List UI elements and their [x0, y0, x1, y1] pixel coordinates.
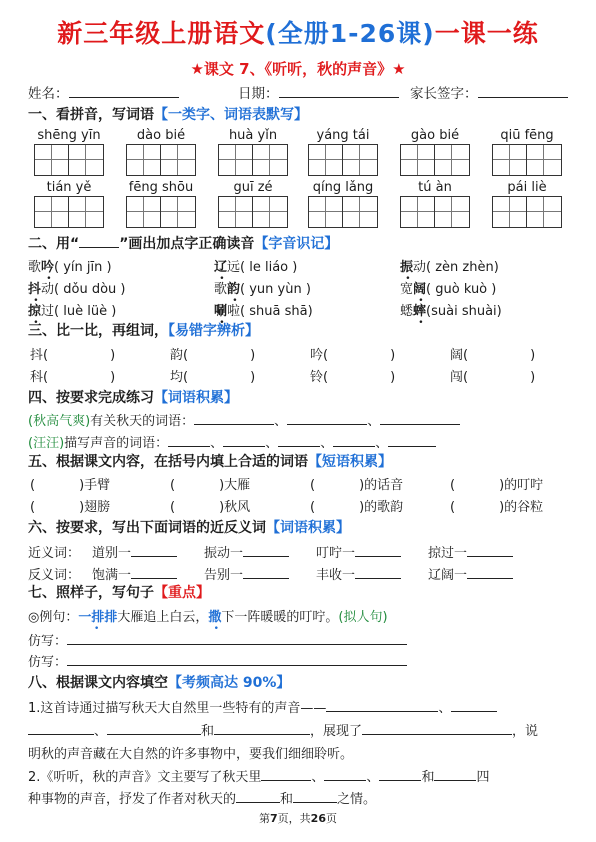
char: 抖: [28, 282, 42, 297]
answer-line[interactable]: [131, 566, 177, 579]
compare-item[interactable]: [310, 344, 395, 363]
title-main: 新三年级上册语文: [57, 19, 266, 48]
date-label: 日期：: [238, 86, 279, 102]
pronunciation-item[interactable]: [400, 278, 496, 297]
page-title: [0, 14, 596, 50]
pinyin-options[interactable]: ( yín jīn ): [54, 260, 112, 275]
answer-line[interactable]: [243, 544, 289, 557]
tianzige-cell[interactable]: [401, 197, 435, 227]
char-label: 吟(: [310, 348, 329, 363]
section-3-heading: 三、比一比，再组词，【易错字辨析】: [28, 323, 259, 339]
tianzige-cell[interactable]: [343, 197, 377, 227]
compare-item[interactable]: [170, 344, 255, 363]
phrase-text: 大雁: [224, 478, 251, 493]
row-label: 反义词：: [28, 568, 81, 583]
tianzige-box[interactable]: [400, 144, 470, 176]
word-pair[interactable]: [316, 564, 401, 583]
char-label: 科(: [30, 370, 49, 385]
word: 告别一: [204, 568, 244, 583]
example-sentence: ◎例句：一排排大雁追上白云，撒下一阵暖暖的叮咛。(拟人句): [28, 610, 388, 625]
word: 辽阔一: [428, 568, 468, 583]
close-paren: ): [390, 370, 396, 385]
tianzige-box[interactable]: [34, 196, 104, 228]
fill-q2-line1[interactable]: 2.《听听，秋的声音》文主要写了秋天里 、 、 和 四: [28, 770, 490, 785]
pronunciation-item[interactable]: [400, 300, 502, 319]
tianzige-box[interactable]: [218, 196, 288, 228]
phrase-item[interactable]: ( )的叮咛: [450, 478, 544, 493]
char: 宽: [400, 282, 414, 297]
char-label: 均(: [170, 370, 189, 385]
pinyin-options[interactable]: ( le liáo ): [240, 260, 298, 275]
lesson-subtitle: ★课文 7、《听听，秋的声音》★: [190, 60, 406, 78]
imitate-line-1[interactable]: 仿写：: [28, 630, 407, 649]
compare-item[interactable]: [170, 366, 255, 385]
close-paren: ): [250, 348, 256, 363]
char-label: 韵(: [170, 348, 189, 363]
tianzige-cell[interactable]: [435, 197, 469, 227]
row-label: 近义词：: [28, 546, 81, 561]
tianzige-cell[interactable]: [493, 197, 527, 227]
parent-sign-field[interactable]: [410, 82, 568, 102]
pronunciation-item[interactable]: [214, 300, 313, 319]
phrase-text: 的叮咛: [504, 478, 544, 493]
pinyin-label: pái liè: [507, 180, 547, 195]
phrase-item[interactable]: ( )手臂: [30, 478, 111, 493]
char: 掠: [28, 304, 42, 319]
date-field[interactable]: [238, 82, 399, 102]
section-4-heading: 四、按要求完成练习【词语积累】: [28, 390, 238, 406]
char: 吟: [41, 260, 55, 275]
compare-item[interactable]: [450, 344, 535, 363]
pinyin-label: huà yǐn: [228, 128, 278, 143]
compare-item[interactable]: [30, 344, 115, 363]
answer-line[interactable]: [243, 566, 289, 579]
compare-item[interactable]: [310, 366, 395, 385]
tianzige-box[interactable]: [400, 196, 470, 228]
char-label: 闯(: [450, 370, 469, 385]
tianzige-box[interactable]: [308, 196, 378, 228]
tianzige-cell[interactable]: [309, 145, 343, 175]
char-label: 阔(: [450, 348, 469, 363]
pronunciation-item[interactable]: [28, 256, 112, 275]
answer-line[interactable]: [131, 544, 177, 557]
pinyin-options[interactable]: ( shuā shā): [240, 304, 313, 319]
section-5-heading: 五、根据课文内容，在括号内填上合适的词语【短语积累】: [28, 454, 392, 470]
tianzige-cell[interactable]: [493, 145, 527, 175]
tianzige-cell[interactable]: [527, 145, 561, 175]
char: 蟀: [413, 304, 427, 319]
phrase-text: 秋风: [224, 500, 251, 515]
word-pair[interactable]: [204, 564, 289, 583]
tianzige-box[interactable]: [218, 144, 288, 176]
pronunciation-item[interactable]: [214, 278, 311, 297]
tianzige-box[interactable]: [126, 144, 196, 176]
word: 饱满一: [92, 568, 132, 583]
page-footer: 第7页，共26页: [259, 812, 337, 825]
tianzige-cell[interactable]: [253, 197, 287, 227]
answer-line[interactable]: [467, 566, 513, 579]
pinyin-label: gào bié: [410, 128, 460, 143]
tianzige-box[interactable]: [308, 144, 378, 176]
compare-item[interactable]: [450, 366, 535, 385]
char: 振: [400, 260, 414, 275]
char: 歌: [28, 260, 42, 275]
phrase-item[interactable]: ( )秋风: [170, 500, 251, 515]
tianzige-cell[interactable]: [127, 197, 161, 227]
pinyin-label: qíng lǎng: [312, 180, 374, 195]
pinyin-options[interactable]: ( guò kuò ): [426, 282, 497, 297]
pinyin-label: dào bié: [136, 128, 186, 143]
word: 丰收一: [316, 568, 356, 583]
word: 叮咛一: [316, 546, 356, 561]
fill-q1-line3: 明秋的声音藏在大自然的许多事物中，要我们细细聆听。: [28, 747, 354, 762]
tianzige-cell[interactable]: [253, 145, 287, 175]
pinyin-options[interactable]: ( zèn zhèn): [426, 260, 499, 275]
pronunciation-item[interactable]: [400, 256, 499, 275]
phrase-text: 翅膀: [84, 500, 111, 515]
title-range: (全册1-26课): [265, 19, 435, 48]
fill-q2-line2[interactable]: 种事物的声音，抒发了作者对秋天的 和 之情。: [28, 792, 377, 807]
char: 韵: [227, 282, 241, 297]
pinyin-label: tián yě: [46, 180, 92, 195]
word-pair[interactable]: [428, 542, 513, 561]
word-pair[interactable]: [204, 542, 289, 561]
char: 啦: [227, 304, 241, 319]
pinyin-label: fēng shōu: [128, 180, 194, 195]
close-paren: ): [250, 370, 256, 385]
close-paren: ): [110, 348, 116, 363]
word-pair[interactable]: [428, 564, 513, 583]
pinyin-options[interactable]: (suài shuài): [426, 304, 502, 319]
tianzige-cell[interactable]: [35, 197, 69, 227]
word: 振动一: [204, 546, 244, 561]
tianzige-cell[interactable]: [127, 145, 161, 175]
pinyin-options[interactable]: ( yun yùn ): [240, 282, 311, 297]
answer-line[interactable]: [355, 544, 401, 557]
char: 唰: [214, 304, 228, 319]
phrase-text: 的话音: [364, 478, 404, 493]
tianzige-cell[interactable]: [219, 145, 253, 175]
tianzige-box[interactable]: [126, 196, 196, 228]
close-paren: ): [390, 348, 396, 363]
word-pair[interactable]: [92, 542, 177, 561]
tianzige-cell[interactable]: [435, 145, 469, 175]
tianzige-box[interactable]: [492, 144, 562, 176]
tianzige-cell[interactable]: [309, 197, 343, 227]
pinyin-label: guī zé: [233, 180, 273, 195]
section-2-heading: 二、用“ ”画出加点字正确读音【字音识记】: [28, 236, 339, 252]
tianzige-cell[interactable]: [35, 145, 69, 175]
answer-line[interactable]: [467, 544, 513, 557]
pinyin-label: yáng tái: [316, 128, 370, 143]
tianzige-cell[interactable]: [69, 145, 103, 175]
autumn-words-line[interactable]: (秋高气爽)有关秋天的词语： 、 、: [28, 410, 460, 429]
pronunciation-item[interactable]: [214, 256, 297, 275]
close-paren: ): [530, 370, 536, 385]
pinyin-label: qiū fēng: [500, 128, 554, 143]
phrase-item[interactable]: ( )大雁: [170, 478, 251, 493]
section-6-heading: 六、按要求，写出下面词语的近反义词【词语积累】: [28, 520, 350, 536]
word: 掠过一: [428, 546, 468, 561]
name-label: 姓名：: [28, 86, 69, 102]
word-pair[interactable]: [316, 542, 401, 561]
sound-words-line[interactable]: (汪汪)描写声音的词语： 、 、 、 、: [28, 432, 436, 451]
pinyin-options[interactable]: ( dǒu dòu ): [54, 282, 126, 297]
char-label: 抖(: [30, 348, 49, 363]
pronunciation-item[interactable]: [28, 278, 125, 297]
section-8-heading: 八、根据课文内容填空【考频高达 90%】: [28, 675, 291, 691]
tianzige-cell[interactable]: [69, 197, 103, 227]
tianzige-cell[interactable]: [161, 197, 195, 227]
tianzige-cell[interactable]: [527, 197, 561, 227]
answer-line[interactable]: [355, 566, 401, 579]
imitate-line-2[interactable]: 仿写：: [28, 651, 407, 670]
fill-q1-line2[interactable]: 、 和 ，展现了 ，说: [28, 720, 538, 739]
pinyin-options[interactable]: ( luè lüè ): [54, 304, 117, 319]
word-pair[interactable]: [92, 564, 177, 583]
char: 动: [413, 260, 427, 275]
pronunciation-item[interactable]: [28, 300, 116, 319]
phrase-text: 的歌韵: [364, 500, 404, 515]
word: 道别一: [92, 546, 132, 561]
phrase-item[interactable]: ( )翅膀: [30, 500, 111, 515]
close-paren: ): [530, 348, 536, 363]
char: 辽: [214, 260, 228, 275]
phrase-item[interactable]: ( )的谷粒: [450, 500, 544, 515]
tianzige-box[interactable]: [492, 196, 562, 228]
phrase-item[interactable]: ( )的话音: [310, 478, 404, 493]
char: 歌: [214, 282, 228, 297]
tianzige-cell[interactable]: [219, 197, 253, 227]
tianzige-cell[interactable]: [161, 145, 195, 175]
pinyin-label: shēng yīn: [37, 128, 101, 143]
phrase-text: 手臂: [84, 478, 111, 493]
phrase-text: 的谷粒: [504, 500, 544, 515]
parent-label: 家长签字：: [410, 86, 478, 102]
close-paren: ): [110, 370, 116, 385]
char: 阔: [413, 282, 427, 297]
name-field[interactable]: [28, 82, 179, 102]
title-tail: 一课一练: [434, 19, 539, 48]
compare-item[interactable]: [30, 366, 115, 385]
tianzige-cell[interactable]: [343, 145, 377, 175]
pinyin-label: tú àn: [418, 180, 452, 195]
fill-q1-line1[interactable]: 1.这首诗通过描写秋天大自然里一些特有的声音—— 、: [28, 697, 497, 716]
section-1-heading: 一、看拼音，写词语【一类字、词语表默写】: [28, 107, 308, 123]
char: 蟋: [400, 304, 414, 319]
section-7-heading: 七、照样子，写句子【重点】: [28, 585, 210, 601]
tianzige-cell[interactable]: [401, 145, 435, 175]
char-label: 铃(: [310, 370, 329, 385]
tianzige-box[interactable]: [34, 144, 104, 176]
char: 动: [41, 282, 55, 297]
char: 远: [227, 260, 241, 275]
phrase-item[interactable]: ( )的歌韵: [310, 500, 404, 515]
char: 过: [41, 304, 55, 319]
